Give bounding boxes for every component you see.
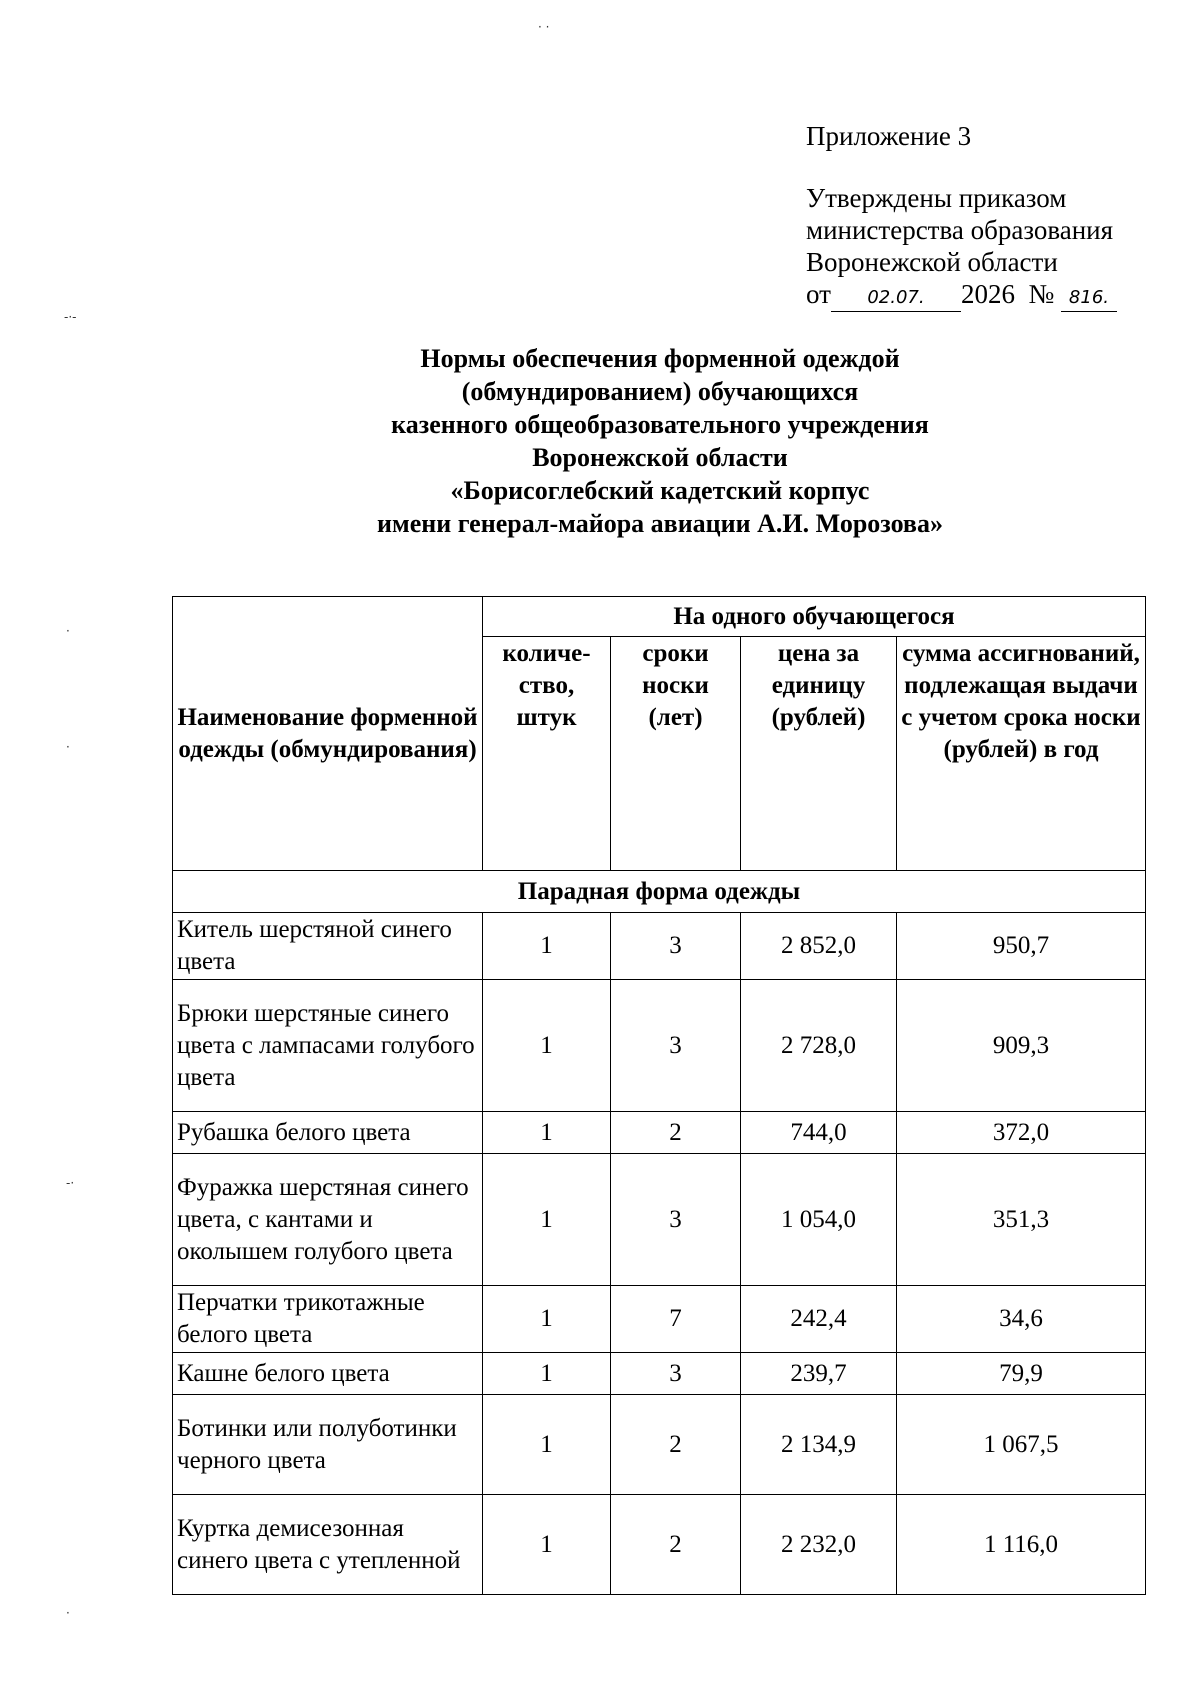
scan-speck: ·	[66, 624, 70, 638]
item-term: 2	[611, 1112, 741, 1154]
item-sum: 1 067,5	[897, 1395, 1146, 1495]
table-row	[173, 1112, 1146, 1154]
item-qty: 1	[483, 1286, 611, 1353]
item-qty: 1	[483, 913, 611, 980]
item-price: 1 054,0	[741, 1154, 897, 1286]
scan-speck: -·-	[64, 310, 77, 324]
item-price: 2 728,0	[741, 980, 897, 1112]
col-name-header: Наименование форменной одежды (обмундирования)	[173, 597, 483, 871]
table-row	[173, 980, 1146, 1112]
scan-speck: · ·	[538, 20, 550, 34]
title-line: казенного общеобразовательного учреждения	[391, 410, 929, 439]
order-date-line	[806, 278, 1176, 312]
item-price: 239,7	[741, 1353, 897, 1395]
item-name: Ботинки или полуботинки черного цвета	[173, 1395, 483, 1495]
approved-line: Утверждены приказом	[806, 183, 1067, 213]
title-line: Нормы обеспечения форменной одеждой	[420, 344, 900, 373]
title-line: «Борисоглебский кадетский корпус	[450, 476, 870, 505]
table-row	[173, 1154, 1146, 1286]
scan-speck: -·	[66, 1176, 75, 1190]
handwritten-date: 02.07.	[831, 285, 961, 312]
item-name: Перчатки трикотажные белого цвета	[173, 1286, 483, 1353]
scan-speck: ·	[66, 740, 70, 754]
header-row	[173, 597, 1146, 637]
table-row	[173, 1495, 1146, 1595]
item-term: 2	[611, 1495, 741, 1595]
item-price: 744,0	[741, 1112, 897, 1154]
title-line: Воронежской области	[532, 443, 788, 472]
item-sum: 909,3	[897, 980, 1146, 1112]
item-name: Куртка демисезонная синего цвета с утепленной	[173, 1495, 483, 1595]
item-term: 3	[611, 980, 741, 1112]
approval-block	[806, 120, 1176, 312]
item-term: 7	[611, 1286, 741, 1353]
item-sum: 950,7	[897, 913, 1146, 980]
table-row	[173, 913, 1146, 980]
item-price: 2 852,0	[741, 913, 897, 980]
item-name: Фуражка шерстяная синего цвета, с кантами и околышем голубого цвета	[173, 1154, 483, 1286]
item-qty: 1	[483, 980, 611, 1112]
item-price: 242,4	[741, 1286, 897, 1353]
col-sum-header: сумма ассигнований, подлежащая выдачи с учетом срока носки (рублей) в год	[897, 637, 1146, 871]
item-term: 3	[611, 1353, 741, 1395]
item-term: 3	[611, 1154, 741, 1286]
table-row	[173, 1286, 1146, 1353]
item-qty: 1	[483, 1353, 611, 1395]
item-name: Брюки шерстяные синего цвета с лампасами голубого цвета	[173, 980, 483, 1112]
item-name: Китель шерстяной синего цвета	[173, 913, 483, 980]
date-prefix: от	[806, 279, 831, 309]
order-year: 2026	[960, 279, 1015, 309]
section-row	[173, 871, 1146, 913]
item-qty: 1	[483, 1395, 611, 1495]
item-qty: 1	[483, 1495, 611, 1595]
appendix-label: Приложение 3	[806, 121, 972, 151]
item-term: 3	[611, 913, 741, 980]
item-name: Кашне белого цвета	[173, 1353, 483, 1395]
scan-speck: ·	[66, 1606, 70, 1620]
table-row	[173, 1395, 1146, 1495]
title-line: имени генерал-майора авиации А.И. Морозова»	[377, 509, 943, 538]
approved-line: министерства образования	[806, 215, 1114, 245]
approved-line: Воронежской области	[806, 247, 1058, 277]
col-term-header: сроки носки (лет)	[611, 637, 741, 871]
item-qty: 1	[483, 1112, 611, 1154]
item-term: 2	[611, 1395, 741, 1495]
number-sign: №	[1028, 279, 1055, 309]
item-price: 2 232,0	[741, 1495, 897, 1595]
item-sum: 1 116,0	[897, 1495, 1146, 1595]
col-qty-header: количе-ство, штук	[483, 637, 611, 871]
norms-table	[172, 596, 1146, 1595]
item-sum: 372,0	[897, 1112, 1146, 1154]
table-row	[173, 1353, 1146, 1395]
item-sum: 351,3	[897, 1154, 1146, 1286]
item-name: Рубашка белого цвета	[173, 1112, 483, 1154]
document-title	[160, 342, 1160, 540]
item-sum: 79,9	[897, 1353, 1146, 1395]
section-title: Парадная форма одежды	[173, 871, 1146, 913]
group-header: На одного обучающегося	[483, 597, 1146, 637]
item-price: 2 134,9	[741, 1395, 897, 1495]
col-price-header: цена за единицу (рублей)	[741, 637, 897, 871]
item-sum: 34,6	[897, 1286, 1146, 1353]
item-qty: 1	[483, 1154, 611, 1286]
handwritten-number: 816.	[1061, 285, 1117, 312]
title-line: (обмундированием) обучающихся	[461, 377, 859, 406]
